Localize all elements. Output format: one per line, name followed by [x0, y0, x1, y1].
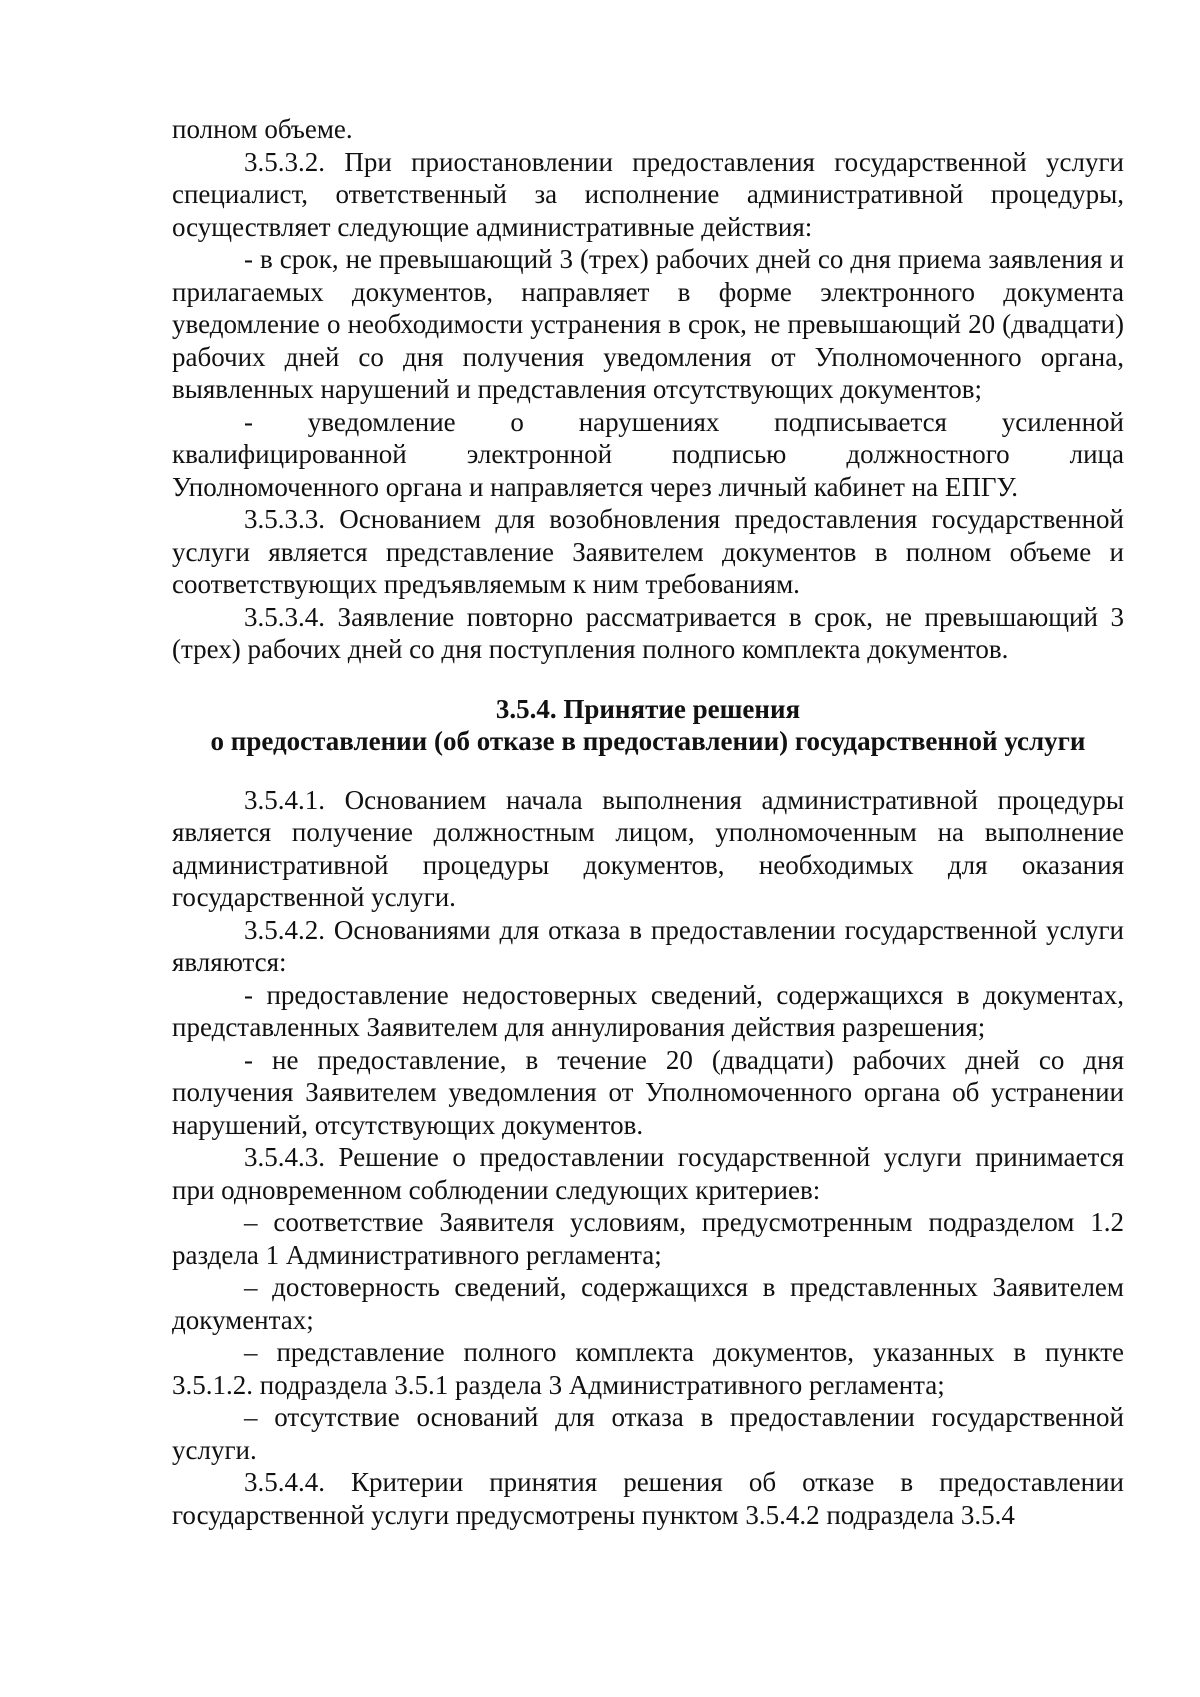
- list-item: - в срок, не превышающий 3 (трех) рабочих дней со дня приема заявления и прилагаемых документов, направляет в форме электронного документа уведомление о необходимости устранения в срок, не превышающий 20 (двадцати) рабочих дней со дня получения уведомления от Уполномоченного органа, выявленных нарушений и представления отсутствующих документов;: [172, 244, 1124, 404]
- paragraph: 3.5.3.2. При приостановлении предоставления государственной услуги специалист, ответственный за исполнение административной процедуры, осуществляет следующие административные действия:: [172, 146, 1124, 242]
- list-item: – отсутствие оснований для отказа в предоставлении государственной услуги.: [172, 1402, 1124, 1465]
- list-item: – представление полного комплекта документов, указанных в пункте 3.5.1.2. подраздела 3.5.1 раздела 3 Административного регламента;: [172, 1337, 1124, 1400]
- paragraph: 3.5.4.2. Основаниями для отказа в предоставлении государственной услуги являются:: [172, 914, 1124, 977]
- section-heading-line-2: о предоставлении (об отказе в предоставлении) государственной услуги: [210, 726, 1086, 756]
- document-page: [172, 113, 1124, 1531]
- paragraph: полном объеме.: [172, 114, 353, 144]
- list-item: - предоставление недостоверных сведений, содержащихся в документах, представленных Заявителем для аннулирования действия разрешения;: [172, 979, 1124, 1042]
- list-item: - уведомление о нарушениях подписывается усиленной квалифицированной электронной подписью должностного лица Уполномоченного органа и направляется через личный кабинет на ЕПГУ.: [172, 406, 1124, 502]
- paragraph: 3.5.3.4. Заявление повторно рассматривается в срок, не превышающий 3 (трех) рабочих дней со дня поступления полного комплекта документов.: [172, 601, 1124, 664]
- section-heading: [172, 693, 1124, 758]
- list-item: – достоверность сведений, содержащихся в представленных Заявителем документах;: [172, 1272, 1124, 1335]
- list-item: – соответствие Заявителя условиям, предусмотренным подразделом 1.2 раздела 1 Административного регламента;: [172, 1207, 1124, 1270]
- list-item: - не предоставление, в течение 20 (двадцати) рабочих дней со дня получения Заявителем уведомления от Уполномоченного органа об устранении нарушений, отсутствующих документов.: [172, 1044, 1124, 1140]
- section-heading-line-1: 3.5.4. Принятие решения: [495, 693, 801, 724]
- paragraph: 3.5.4.4. Критерии принятия решения об отказе в предоставлении государственной услуги предусмотрены пунктом 3.5.4.2 подраздела 3.5.4: [172, 1467, 1124, 1530]
- paragraph: 3.5.4.3. Решение о предоставлении государственной услуги принимается при одновременном соблюдении следующих критериев:: [172, 1142, 1124, 1205]
- paragraph: 3.5.4.1. Основанием начала выполнения административной процедуры является получение должностным лицом, уполномоченным на выполнение административной процедуры документов, необходимых для оказания государственной услуги.: [172, 784, 1124, 912]
- paragraph: 3.5.3.3. Основанием для возобновления предоставления государственной услуги является представление Заявителем документов в полном объеме и соответствующих предъявляемым к ним требованиям.: [172, 504, 1124, 599]
